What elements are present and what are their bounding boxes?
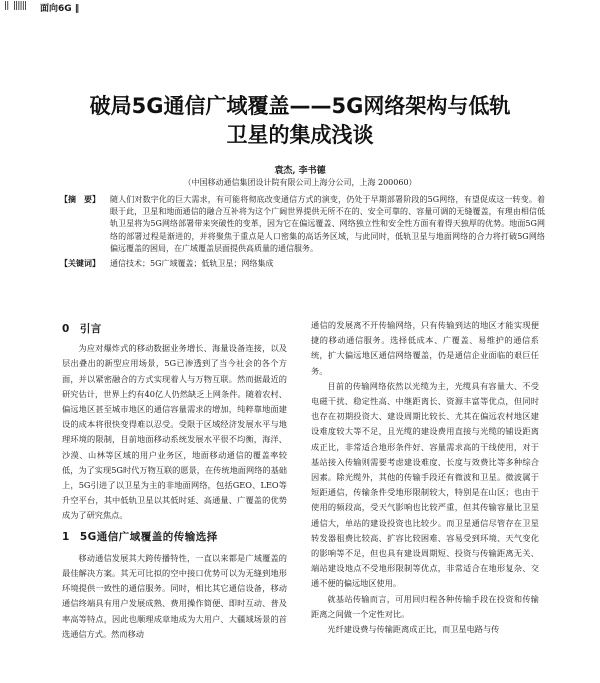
keywords-row <box>60 258 545 270</box>
intro-paragraph: 为应对爆炸式的移动数据业务增长、海量设备连接，以及层出叠出的新型应用场景，5G已渗透到了当今社会的各个方面，并以紧密融合的方式实现着人与万物互联。然而据最近的研究估计，世界上约有40亿人仍然缺乏上网条件。随着农村、偏远地区甚至城市地区的通信容量需求的增加，纯粹靠地面建设的成本将很快变得难以忍受。受限于区域经济发展水平与地理环境的限制，目前地面移动系统发展水平很不均衡，海洋、沙漠、山林等区域的用户业务区，地面移动通信的覆盖率较低，为了实现5G时代万物互联的愿景，在传统地面网络的基础上，5G引进了以卫星为主的非地面网络，包括GEO、LEO等升空平台，其中低轨卫星以其低时延、高通量、广覆盖的优势成为了研究焦点。 <box>62 343 287 521</box>
header-tag: 面向6G ‖ <box>40 4 80 14</box>
right-paragraph-4: 光纤建设费与传输距离成正比，而卫星电路与传 <box>327 624 500 635</box>
abstract-block <box>60 194 545 270</box>
affiliation: （中国移动通信集团设计院有限公司上海分公司，上海 200060） <box>183 178 417 187</box>
keywords-text: 通信技术；5G广域覆盖；低轨卫星；网络集成 <box>110 259 274 269</box>
section-0-number: 0 <box>62 323 70 335</box>
running-header <box>0 0 600 14</box>
section-0-title: 引言 <box>79 323 102 335</box>
right-paragraph-1: 通信的发展离不开传输网络，只有传输到达的地区才能实现便捷的移动通信服务。选择低成本、广覆盖、易维护的通信系统，扩大偏远地区通信网络覆盖，仍是通信企业面临的艰巨任务。 <box>311 320 539 376</box>
abstract-row <box>60 194 545 255</box>
header-marks: ‖ ‖‖‖ <box>4 1 27 11</box>
section-1-number: 1 <box>62 530 70 543</box>
left-column <box>62 322 287 642</box>
section-1-title: 5G通信广域覆盖的传输选择 <box>79 530 218 543</box>
section-1-heading <box>62 530 287 545</box>
right-paragraph-3: 就基站传输而言，可用回归程各种传输手段在投资和传输距离之间做一个定性对比。 <box>311 593 539 619</box>
keywords-label: 【关键词】 <box>60 259 100 269</box>
article-title <box>50 92 550 150</box>
authors: 袁杰, 李书德 <box>274 166 326 176</box>
title-line-2: 卫星的集成浅谈 <box>226 123 374 147</box>
right-paragraph-2: 目前的传输网络依然以光缆为主，光缆具有容量大、不受电磁干扰、稳定性高、中继距离长、资源丰富等优点，但同时也存在初期投资大、建设周期比较长、尤其在偏远农村地区建设难度较大等不足，且光缆的建设费用直接与光缆的铺设距离成正比，非常适合地形条件好、容量需求高的干线使用，对于基站接入传输则需要考虑建设难度、长度与效费比等多种综合因素。除光缆外，其他的传输手段还有微波和卫星。微波属于短距通信，传输条件受地形限制较大，特别是在山区；也由于使用的频段高，受天气影响也比较严重，但其传输容量比卫星通信大，单站的建设投资也比较少。而卫星通信尽管存在卫星转发器租费比较高、扩容比较困难、容易受到环境、天气变化的影响等不足，但也具有建设周期短、投资与传输距离无关、端站建设地点不受地形限制等优点，非常适合在地形复杂、交通不便的偏远地区使用。 <box>311 380 539 589</box>
abstract-label: 【摘 要】 <box>60 195 100 204</box>
section-0-heading <box>62 322 287 337</box>
abstract-text: 随人们对数字化的巨大需求，有可能将彻底改变通信方式的演变，仍处于早期部署阶段的5G网络，有望促成这一转变。着眼于此，卫星和地面通信的融合互补将为这个广阔世界提供无所不在的、安全可靠的、容量可调的无缝覆盖，有理由相信低轨卫星将为5G网络部署带来突破性的变革，因为它在偏远覆盖、网络独立性和安全性方面有着得天独厚的优势。地面5G网络的部署过程是渐进的，并将聚焦于重点是人口密集的高话务区域，与此同时，低轨卫星与地面网络的合力将打破5G网络偏远覆盖的困局，在广域覆盖层面提供高质量的通信服务。 <box>110 195 545 253</box>
section-1-paragraph: 移动通信发展其大跨传播特性，一直以来都是广域覆盖的最佳解决方案。其无可比拟的空中接口优势可以为无缝到地形环境提供一致性的通信服务。同时，相比其它通信设备，移动通信终端具有用户发展成熟、费用操作简便、即时互动、普及率高等特点，因此也顺理成章地成为大用户、大疆域场景的首选通信方式。然而移动 <box>62 552 287 639</box>
title-line-1: 破局5G通信广域覆盖——5G网络架构与低轨 <box>89 94 511 118</box>
right-column <box>311 318 539 637</box>
